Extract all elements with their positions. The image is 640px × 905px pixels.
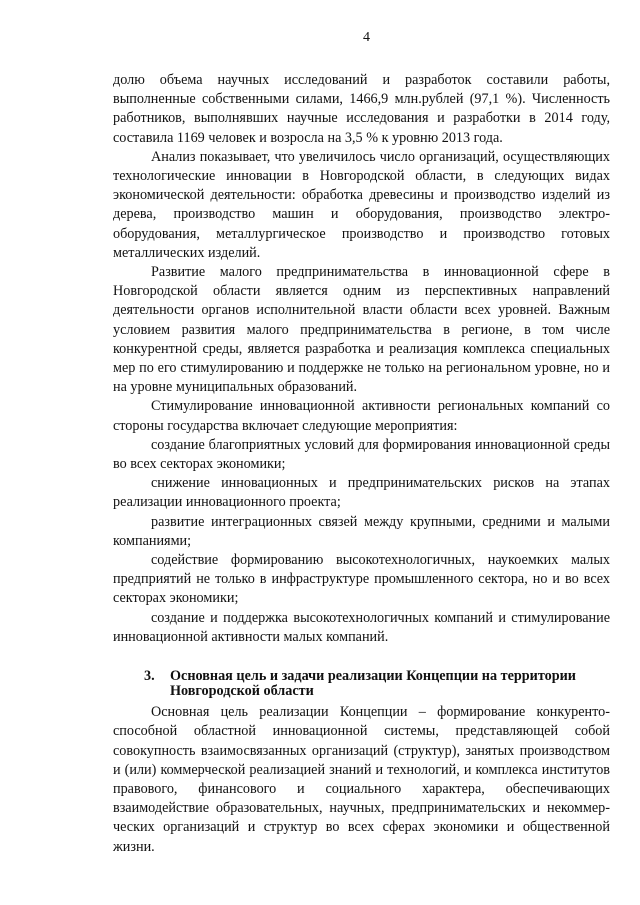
list-item: развитие интеграционных связей между крупными, средними и малыми компаниями; bbox=[113, 513, 610, 549]
section-heading bbox=[113, 669, 610, 699]
list-item: снижение инновационных и предпринимательских рисков на этапах реализации инновационного проекта; bbox=[113, 475, 610, 511]
list-item: содействие формированию высокотехнологичных, наукоемких малых предприятий не только в инфраструктуре промышленного сектора, но и во всех секторах экономики; bbox=[113, 552, 610, 607]
section-title: Основная цель и задачи реализации Концепции на территории Новгородской области bbox=[170, 668, 576, 700]
paragraph: Анализ показывает, что увеличилось число организаций, осуществляющих технологические инновации в Новгородской области, в следующих видах экономической деятельности: обработка древесины и производство изделий из дерева, производство машин и оборудования, производство электрооборудования, металлургическое производство и производство готовых металлических изделий. bbox=[113, 148, 610, 261]
paragraph: Основная цель реализации Концепции – формирование конкурентоспособной областной инновационной системы, представляющей собой совокупность взаимосвязанных организаций (структур), занятых производством и (или) коммерческой реализацией знаний и технологий, и комплекса институтов правового, финансового и социального характера, обеспечивающих взаимодействие образовательных, научных, предпринимательских и некоммерческих организаций и структур во всех сферах экономики и общественной жизни. bbox=[113, 704, 610, 855]
section-number: 3. bbox=[144, 668, 155, 685]
paragraph: Развитие малого предпринимательства в инновационной сфере в Новгородской области является одним из перспективных направлений деятельности органов исполнительной власти области всех уровней. Важным условием развития малого предпринимательства в регионе, в том числе конкурентной среды, является разработка и реализация комплекса специальных мер по его стимулированию и поддержке не только на региональном уровне, но и на уровне муниципальных образований. bbox=[113, 264, 610, 396]
list-item: создание и поддержка высокотехнологичных компаний и стимулирование инновационной активности малых компаний. bbox=[113, 609, 610, 645]
paragraph: долю объема научных исследований и разработок составили работы, выполненные собственными силами, 1466,9 млн.рублей (97,1 %). Численность работников, выполнявших научные исследования и разработки в 2014 году, составила 1169 человек и возросла на 3,5 % к уровню 2013 года. bbox=[113, 72, 610, 146]
body-before bbox=[113, 71, 610, 647]
body-after bbox=[113, 703, 610, 857]
page-number: 4 bbox=[363, 30, 370, 45]
list-item: создание благоприятных условий для формирования инновационной среды во всех секторах экономики; bbox=[113, 436, 610, 473]
paragraph: Стимулирование инновационной активности региональных компаний со стороны государства включает следующие мероприятия: bbox=[113, 398, 610, 434]
